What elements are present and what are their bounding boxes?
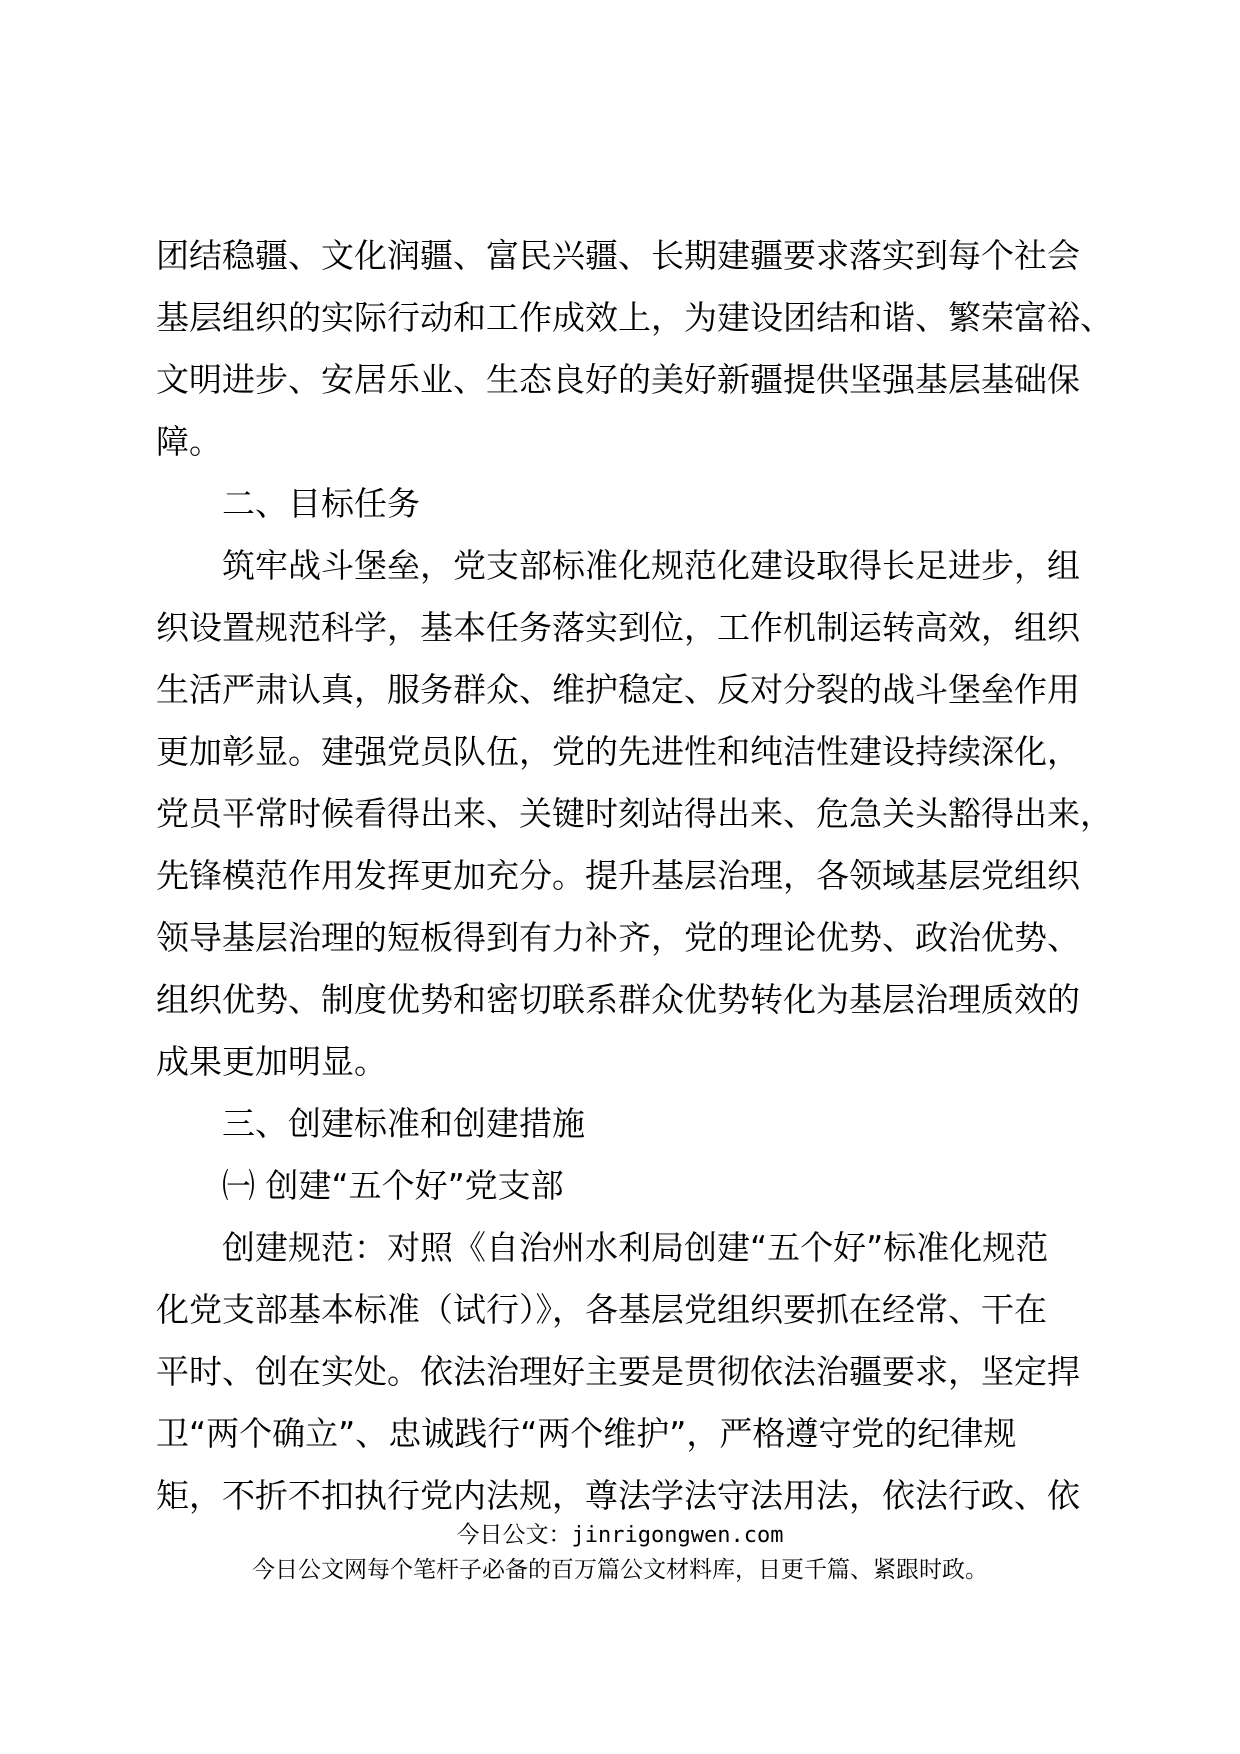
text-line: 卫“两个确立”、忠诚践行“两个维护”，严格遵守党的纪律规 (156, 1414, 1017, 1453)
text-line: 领导基层治理的短板得到有力补齐，党的理论优势、政治优势、 (156, 918, 1080, 957)
text-line: 文明进步、安居乐业、生态良好的美好新疆提供坚强基层基础保 (156, 360, 1080, 399)
text-line: 矩，不折不扣执行党内法规，尊法学法守法用法，依法行政、依 (156, 1476, 1080, 1515)
text-line: ㈠ 创建“五个好”党支部 (222, 1166, 564, 1205)
text-line: 团结稳疆、文化润疆、富民兴疆、长期建疆要求落实到每个社会 (156, 236, 1080, 275)
text-line: 织设置规范科学，基本任务落实到位，工作机制运转高效，组织 (156, 608, 1080, 647)
document-body (156, 225, 1113, 1527)
text-line: 化党支部基本标准（试行）》，各基层党组织要抓在经常、干在 (156, 1290, 1047, 1329)
page-footer (0, 1518, 1240, 1587)
text-line: 更加彰显。建强党员队伍，党的先进性和纯洁性建设持续深化， (156, 732, 1080, 771)
text-line: 生活严肃认真，服务群众、维护稳定、反对分裂的战斗堡垒作用 (156, 670, 1080, 709)
text-line: 二、目标任务 (222, 484, 420, 523)
footer-site-url[interactable]: jinrigongwen.com (571, 1523, 784, 1548)
text-line: 党员平常时候看得出来、关键时刻站得出来、危急关头豁得出来， (156, 794, 1113, 833)
text-line: 组织优势、制度优势和密切联系群众优势转化为基层治理质效的 (156, 980, 1080, 1019)
text-line: 基层组织的实际行动和工作成效上，为建设团结和谐、繁荣富裕、 (156, 298, 1113, 337)
text-line: 平时、创在实处。依法治理好主要是贯彻依法治疆要求，坚定捍 (156, 1352, 1080, 1391)
text-line: 先锋模范作用发挥更加充分。提升基层治理，各领域基层党组织 (156, 856, 1080, 895)
footer-slogan: 今日公文网每个笔杆子必备的百万篇公文材料库，日更千篇、紧跟时政。 (252, 1557, 988, 1583)
text-line: 创建规范：对照《自治州水利局创建“五个好”标准化规范 (222, 1228, 1049, 1267)
footer-site-line (0, 1518, 1240, 1553)
text-line: 障。 (156, 422, 222, 461)
text-line: 三、创建标准和创建措施 (222, 1104, 585, 1143)
text-line: 成果更加明显。 (156, 1042, 387, 1081)
text-line: 筑牢战斗堡垒，党支部标准化规范化建设取得长足进步，组 (222, 546, 1080, 585)
footer-site-label: 今日公文： (456, 1522, 572, 1548)
